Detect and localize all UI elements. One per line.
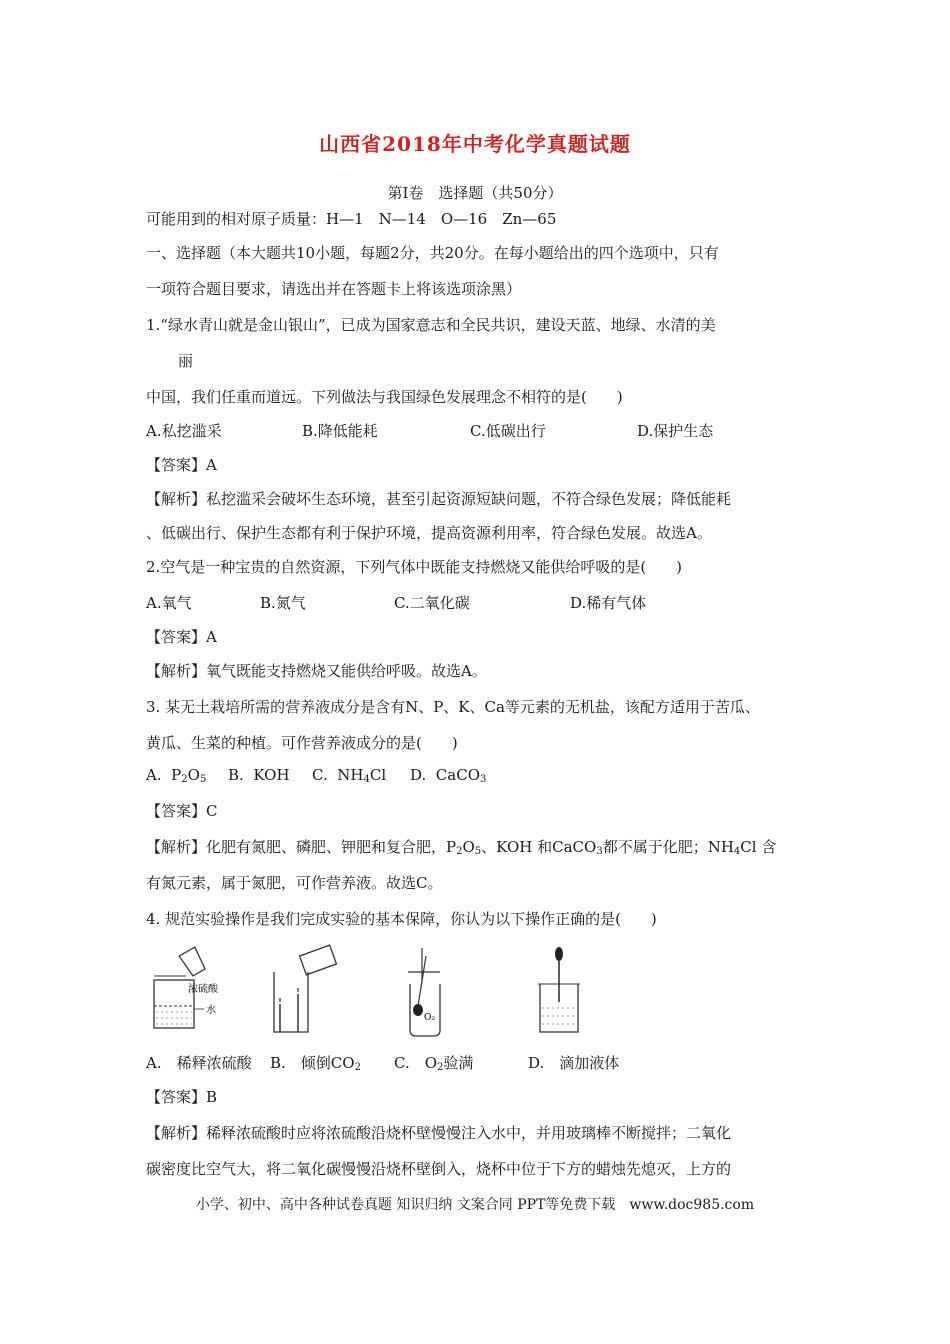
q1-analysis: 、低碳出行、保护生态都有利于保护环境，提高资源利用率，符合绿色发展。故选A。 xyxy=(146,524,712,542)
q1-option-d: D.保护生态 xyxy=(637,422,714,440)
q2-option-c: C.二氧化碳 xyxy=(394,594,470,612)
q1-answer: 【答案】A xyxy=(146,456,217,474)
figure-d-dropper xyxy=(532,946,592,1036)
q3-option-a: A. $P_2O_5$ xyxy=(146,766,207,785)
question-3-text: 黄瓜、生菜的种植。可作营养液成分的是( ) xyxy=(146,734,458,752)
question-3-text: 3. 某无土栽培所需的营养液成分是含有N、P、K、Ca等元素的无机盐，该配方适用于苦瓜、 xyxy=(146,698,760,716)
figure-a-dilute-acid xyxy=(146,946,236,1036)
q3-option-d: D. CaCO$_3$ xyxy=(410,766,487,785)
q2-option-b: B.氮气 xyxy=(260,594,306,612)
q1-option-c: C.低碳出行 xyxy=(470,422,546,440)
section-heading: 第Ⅰ卷 选择题（共50分） xyxy=(387,184,563,202)
q3-option-b: B. KOH xyxy=(228,766,290,784)
q1-option-a: A.私挖滥采 xyxy=(146,422,222,440)
q4-answer: 【答案】B xyxy=(146,1088,218,1106)
q2-option-d: D.稀有气体 xyxy=(570,594,647,612)
q3-option-c: C. $NH_4Cl$ xyxy=(312,766,387,785)
figure-b-pour-co2 xyxy=(268,946,358,1036)
instruction-line: 一项符合题目要求，请选出并在答题卡上将该选项涂黑） xyxy=(146,280,522,298)
atomic-masses: 可能用到的相对原子质量：H—1 N—14 O—16 Zn—65 xyxy=(146,210,557,228)
q3-answer: 【答案】C xyxy=(146,802,218,820)
q2-analysis: 【解析】氧气既能支持燃烧又能供给呼吸。故选A。 xyxy=(146,662,487,680)
q4-option-b: B. 倾倒$CO_2$ xyxy=(270,1054,361,1073)
figure-c-o2-test xyxy=(400,946,460,1036)
label-water: 水 xyxy=(206,1005,216,1016)
q4-option-a: A. 稀释浓硫酸 xyxy=(146,1054,252,1072)
q2-option-a: A.氧气 xyxy=(146,594,192,612)
question-4-text: 4. 规范实验操作是我们完成实验的基本保障，你认为以下操作正确的是( ) xyxy=(146,910,657,928)
q4-option-d: D. 滴加液体 xyxy=(528,1054,620,1072)
q4-option-c: C. $O_2$验满 xyxy=(394,1054,474,1073)
label-o2: O₂ xyxy=(424,1013,435,1023)
page-footer: 小学、初中、高中各种试卷真题 知识归纳 文案合同 PPT等免费下载 www.doc985.com xyxy=(195,1197,755,1213)
q1-option-b: B.降低能耗 xyxy=(302,422,378,440)
q2-answer: 【答案】A xyxy=(146,628,217,646)
instruction-line: 一、选择题（本大题共10小题，每题2分，共20分。在每小题给出的四个选项中，只有 xyxy=(146,244,719,262)
question-1-text: 中国，我们任重而道远。下列做法与我国绿色发展理念不相符的是( ) xyxy=(146,388,623,406)
label-acid: 浓硫酸 xyxy=(188,984,218,995)
question-1-text: 丽 xyxy=(178,352,194,370)
question-1-text: 1.“绿水青山就是金山银山”，已成为国家意志和全民共识，建设天蓝、地绿、水清的美 xyxy=(146,316,716,334)
q3-analysis: 【解析】化肥有氮肥、磷肥、钾肥和复合肥，$P_2O_5$、KOH 和CaCO$_3$都不属于化肥；$NH_4Cl$ 含 xyxy=(146,838,777,857)
q1-analysis: 【解析】私挖滥采会破坏生态环境，甚至引起资源短缺问题，不符合绿色发展；降低能耗 xyxy=(146,490,732,508)
q3-analysis: 有氮元素，属于氮肥，可作营养液。故选C。 xyxy=(146,874,443,892)
question-2-text: 2.空气是一种宝贵的自然资源，下列气体中既能支持燃烧又能供给呼吸的是( ) xyxy=(146,558,683,576)
q4-analysis: 碳密度比空气大，将二氧化碳慢慢沿烧杯壁倒入，烧杯中位于下方的蜡烛先熄灭，上方的 xyxy=(146,1160,732,1178)
page-title: 山西省2018年中考化学真题试题 xyxy=(319,132,631,156)
q4-analysis: 【解析】稀释浓硫酸时应将浓硫酸沿烧杯壁慢慢注入水中，并用玻璃棒不断搅拌；二氧化 xyxy=(146,1124,732,1142)
